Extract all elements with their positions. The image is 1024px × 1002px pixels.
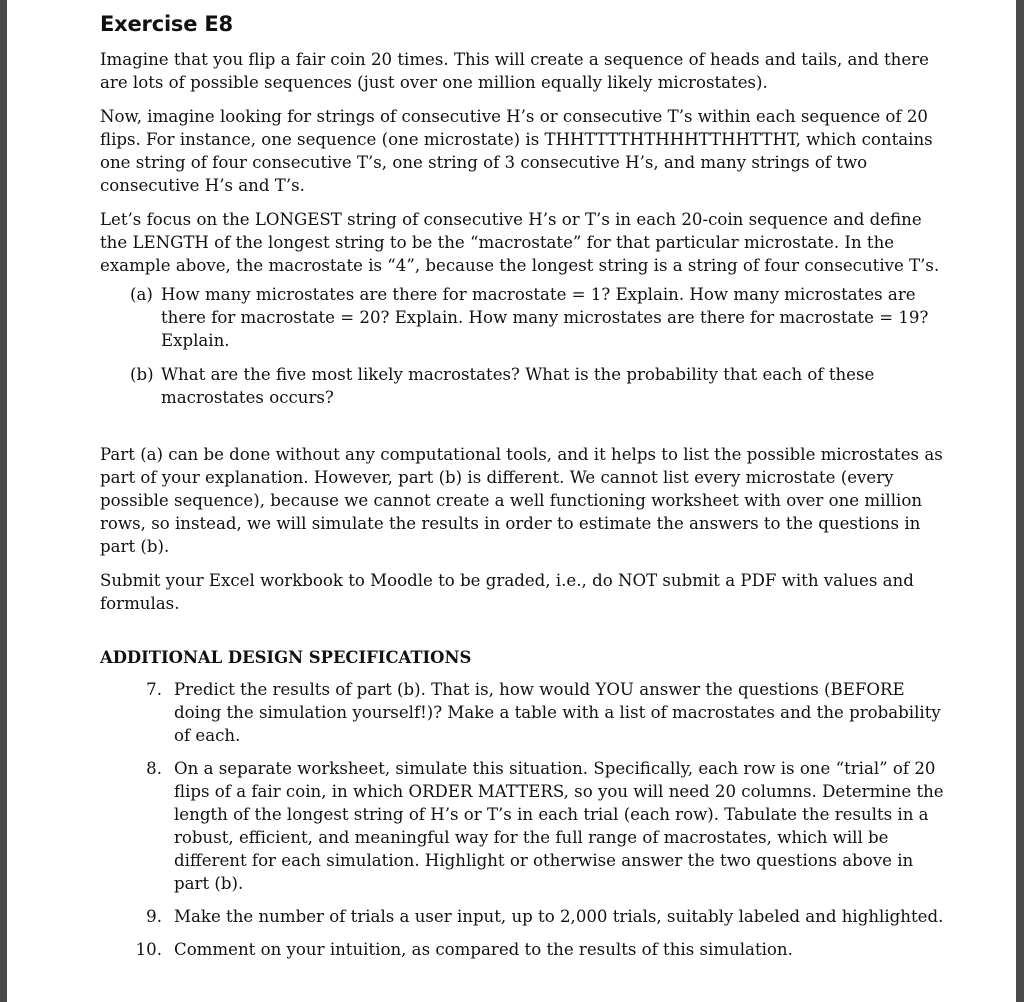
question-list xyxy=(130,283,948,409)
specifications-heading: ADDITIONAL DESIGN SPECIFICATIONS xyxy=(100,648,472,667)
spec-item-7 xyxy=(100,678,948,747)
spec-marker: 8. xyxy=(146,759,162,778)
question-b xyxy=(130,363,948,409)
spacer xyxy=(100,420,948,443)
notes-paragraph-1: Part (a) can be done without any computational tools, and it helps to list the possible microstates as part of your explanation. However, part (b) is different. We cannot list every microstate (every possible sequence), because we cannot create a well functioning worksheet with over one million rows, so instead, we will simulate the results in order to estimate the answers to the questions in part (b). xyxy=(100,445,943,556)
spec-text: Comment on your intuition, as compared to the results of this simulation. xyxy=(174,940,793,959)
question-marker: (b) xyxy=(130,365,154,384)
spec-item-8 xyxy=(100,757,948,895)
spec-text: Predict the results of part (b). That is, how would YOU answer the questions (BEFORE doing the simulation yourself!)? Make a table with a list of macrostates and the probability of each. xyxy=(174,680,941,745)
spec-text: Make the number of trials a user input, up to 2,000 trials, suitably labeled and highlighted. xyxy=(174,907,944,926)
specifications-list xyxy=(100,678,948,961)
spec-marker: 9. xyxy=(146,907,162,926)
document-page xyxy=(100,8,948,971)
viewer-right-edge xyxy=(1016,0,1024,1002)
intro-paragraph-3: Let’s focus on the LONGEST string of consecutive H’s or T’s in each 20-coin sequence and define the LENGTH of the longest string to be the “macrostate” for that particular microstate. In the example above, the macrostate is “4”, because the longest string is a string of four consecutive T’s. xyxy=(100,210,940,275)
question-a xyxy=(130,283,948,352)
spec-item-10 xyxy=(100,938,948,961)
intro-paragraph-2: Now, imagine looking for strings of consecutive H’s or consecutive T’s within each sequence of 20 flips. For instance, one sequence (one microstate) is THHTTTTHTHHHTTHHTTHT, which contains one string of four consecutive T’s, one string of 3 consecutive H’s, and many strings of two consecutive H’s and T’s. xyxy=(100,107,933,195)
viewer-left-edge xyxy=(0,0,7,1002)
question-text: What are the five most likely macrostates? What is the probability that each of these macrostates occurs? xyxy=(161,365,875,407)
question-marker: (a) xyxy=(130,285,153,304)
question-text: How many microstates are there for macrostate = 1? Explain. How many microstates are there for macrostate = 20? Explain. How many microstates are there for macrostate = 19? Explain. xyxy=(161,285,929,350)
spec-text: On a separate worksheet, simulate this situation. Specifically, each row is one “trial” of 20 flips of a fair coin, in which ORDER MATTERS, so you will need 20 columns. Determine the length of the longest string of H’s or T’s in each trial (each row). Tabulate the results in a robust, efficient, and meaningful way for the full range of macrostates, which will be different for each simulation. Highlight or otherwise answer the two questions above in part (b). xyxy=(174,759,944,893)
spec-marker: 10. xyxy=(135,940,162,959)
notes-paragraph-2: Submit your Excel workbook to Moodle to be graded, i.e., do NOT submit a PDF with values and formulas. xyxy=(100,571,914,613)
spec-item-9 xyxy=(100,905,948,928)
spec-marker: 7. xyxy=(146,680,162,699)
exercise-title: Exercise E8 xyxy=(100,12,233,36)
spacer xyxy=(100,626,948,646)
intro-paragraph-1: Imagine that you flip a fair coin 20 times. This will create a sequence of heads and tails, and there are lots of possible sequences (just over one million equally likely microstates). xyxy=(100,50,929,92)
